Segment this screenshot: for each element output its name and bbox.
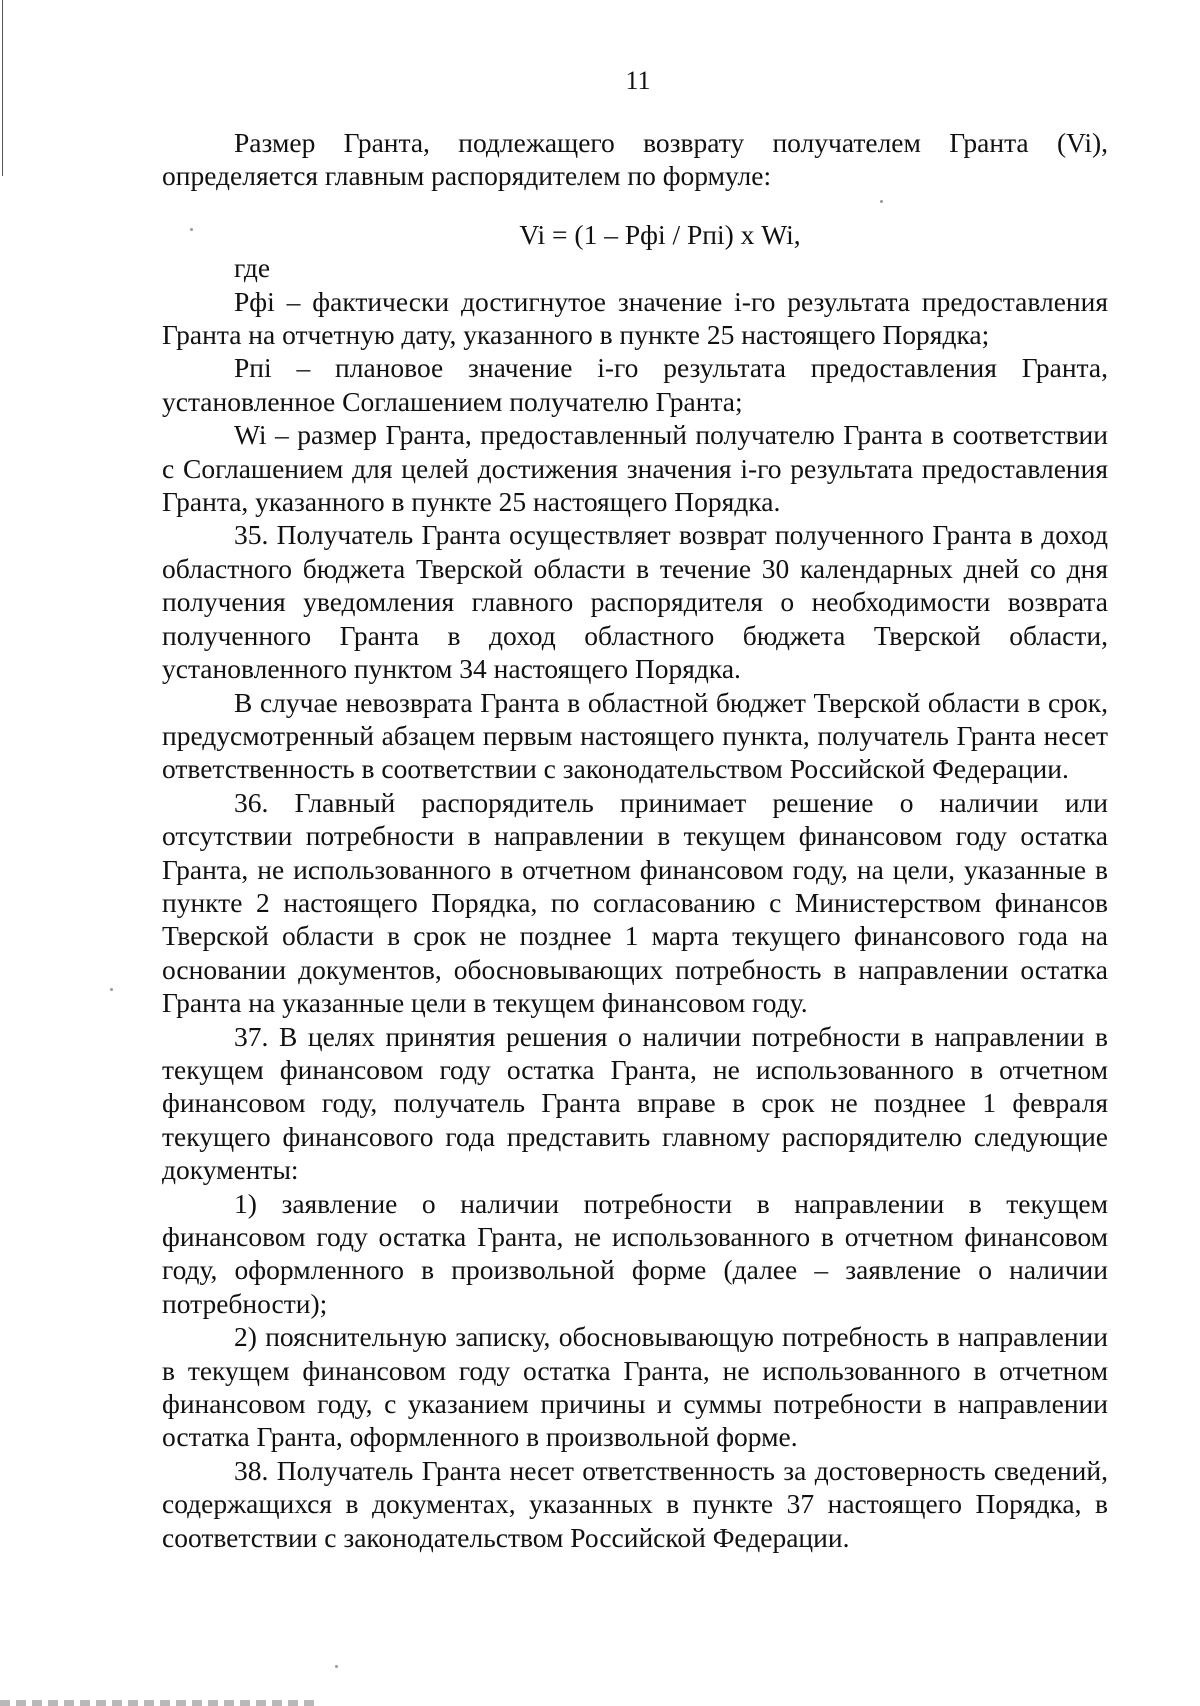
scan-speck <box>190 228 193 231</box>
definition-pp: Рпi – плановое значение i-го результата предоставления Гранта, установленное Соглашением получателю Гранта; <box>162 352 1108 417</box>
paragraph-35: 35. Получатель Гранта осуществляет возврат полученного Гранта в доход областного бюджета Тверской области в течение 30 календарных дней со дня получения уведомления главного распорядителя о необходимости возврата полученного Гранта в доход областного бюджета Тверской области, установленного пунктом 34 настоящего Порядка. <box>162 519 1108 685</box>
scan-speck <box>335 1665 338 1668</box>
paragraph-38: 38. Получатель Гранта несет ответственность за достоверность сведений, содержащихся в документах, указанных в пункте 37 настоящего Порядка, в соответствии с законодательством Российской Федерации. <box>162 1454 1108 1553</box>
formula-where: где <box>234 252 271 284</box>
paragraph-intro: Размер Гранта, подлежащего возврату получателем Гранта (Vi), определяется главным распорядителем по формуле: <box>162 127 1108 192</box>
document-body <box>162 126 1108 1554</box>
definition-pf: Рфi – фактически достигнутое значение i-го результата предоставления Гранта на отчетную дату, указанного в пункте 25 настоящего Порядка; <box>162 285 1108 351</box>
definition-w: Wi – размер Гранта, предоставленный получателю Гранта в соответствии с Соглашением для целей достижения значения i-го результата предоставления Гранта, указанного в пункте 25 настоящего Порядка. <box>162 419 1108 518</box>
formula: Vi = (1 – Рфi / Рпi) х Wi, <box>519 218 801 250</box>
paragraph-37-item-2: 2) пояснительную записку, обосновывающую потребность в направлении в текущем финансовом году остатка Гранта, не использованного в отчетном финансовом году, с указанием причины и суммы потребности в направлении остатка Гранта, оформленного в произвольной форме. <box>162 1321 1108 1453</box>
scan-speck <box>880 200 883 203</box>
paragraph-37: 37. В целях принятия решения о наличии потребности в направлении в текущем финансовом году остатка Гранта, не использованного в отчетном финансовом году, получатель Гранта вправе в срок не позднее 1 февраля текущего финансового года представить главному распорядителю следующие документы: <box>162 1020 1108 1186</box>
paragraph-37-item-1: 1) заявление о наличии потребности в направлении в текущем финансовом году остатка Гранта, не использованного в отчетном финансовом году, оформленного в произвольной форме (далее – заявление о наличии потребности); <box>162 1187 1108 1319</box>
scan-speck <box>110 988 113 991</box>
scan-bottom-artifact <box>0 1700 320 1706</box>
paragraph-35-second: В случае невозврата Гранта в областной бюджет Тверской области в срок, предусмотренный абзацем первым настоящего пункта, получатель Гранта несет ответственность в соответствии с законодательством Российской Федерации. <box>162 686 1108 785</box>
page-number: 11 <box>625 66 651 95</box>
paragraph-36: 36. Главный распорядитель принимает решение о наличии или отсутствии потребности в направлении в текущем финансовом году остатка Гранта, не использованного в отчетном финансовом году, на цели, указанные в пункте 2 настоящего Порядка, по согласованию с Министерством финансов Тверской области в срок не позднее 1 марта текущего финансового года на основании документов, обосновывающих потребность в направлении остатка Гранта на указанные цели в текущем финансовом году. <box>162 786 1108 1019</box>
